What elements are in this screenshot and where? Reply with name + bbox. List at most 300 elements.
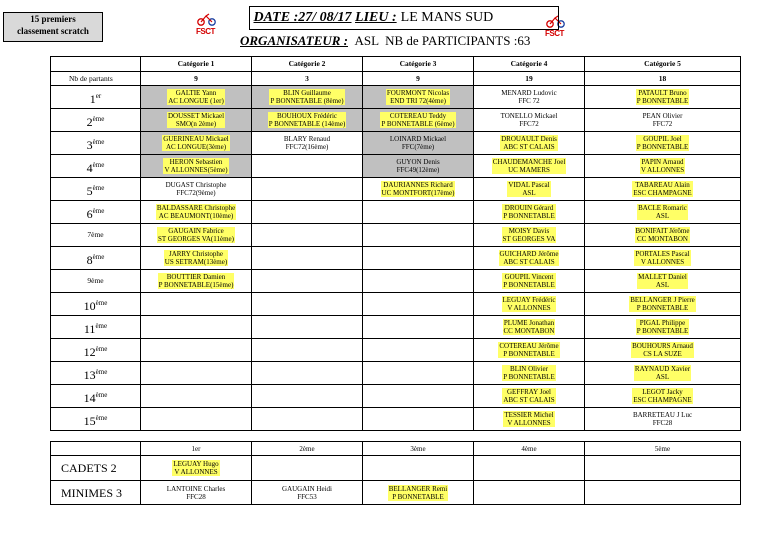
rank-suffix: ème <box>95 413 108 422</box>
rider-entry <box>252 485 362 501</box>
rank-label <box>51 132 141 155</box>
category-header-row <box>51 57 741 72</box>
rider-name: BELLANGER Remi <box>388 484 448 493</box>
place-header: 2ème <box>252 442 363 456</box>
result-cell <box>585 408 741 431</box>
rider-club: P BONNETABLE <box>636 143 689 151</box>
jeune-result-cell <box>585 456 741 481</box>
rider-club: P BONNETABLE <box>636 304 689 312</box>
rider-entry <box>640 158 685 174</box>
result-cell <box>141 247 252 270</box>
rider-entry <box>172 460 219 476</box>
jeune-result-cell <box>252 456 363 481</box>
result-cell <box>363 293 474 316</box>
jeune-result-cell <box>363 481 474 505</box>
rider-club: AC BEAUMONT(10ème) <box>158 212 234 220</box>
partants-count: 9 <box>141 72 252 86</box>
partants-count: 3 <box>252 72 363 86</box>
rider-entry <box>386 89 450 105</box>
category-header: Catégorie 1 <box>141 57 252 72</box>
rank-row <box>51 316 741 339</box>
cadets-label: CADETS 2 <box>51 456 141 481</box>
result-cell <box>363 155 474 178</box>
rank-number: 15 <box>83 413 96 428</box>
result-cell <box>252 339 363 362</box>
result-cell <box>252 86 363 109</box>
rider-name: LANTOINE Charles <box>166 484 226 493</box>
rider-entry <box>585 112 740 128</box>
result-cell <box>141 385 252 408</box>
rank-suffix: ème <box>95 298 108 307</box>
jeunes-header-row <box>51 442 741 456</box>
rider-entry <box>157 227 235 243</box>
result-cell <box>585 293 741 316</box>
place-header: 1er <box>141 442 252 456</box>
rider-entry <box>141 485 251 501</box>
rider-club: AC LONGUE (1er) <box>168 97 224 105</box>
rider-entry <box>502 227 557 243</box>
rank-suffix: er <box>95 91 102 100</box>
rider-club: ASL <box>655 281 670 289</box>
rider-club: FFC(7ème) <box>401 143 435 151</box>
top-box-line-1: 15 premiers <box>30 14 76 24</box>
rider-entry <box>252 135 362 151</box>
rider-entry <box>502 204 556 220</box>
rank-label <box>51 293 141 316</box>
result-cell <box>585 201 741 224</box>
rank-label <box>51 201 141 224</box>
rank-number: 14 <box>83 390 96 405</box>
category-header: Catégorie 5 <box>585 57 741 72</box>
result-cell <box>474 408 585 431</box>
rider-name: GOUPIL Joel <box>643 135 682 143</box>
minimes-label: MINIMES 3 <box>51 481 141 505</box>
rider-name: JARRY Christophe <box>168 250 223 258</box>
rider-club: P BONNETABLE (8ème) <box>270 97 344 105</box>
rider-name: MOISY Davis <box>508 227 550 235</box>
rank-suffix: ème <box>95 321 108 330</box>
date-label: DATE : <box>253 10 299 25</box>
rank-label <box>51 86 141 109</box>
jeune-result-cell <box>252 481 363 505</box>
rider-name: LEGOT Jacky <box>642 388 683 396</box>
partants-count: 9 <box>363 72 474 86</box>
rider-entry <box>381 181 456 197</box>
rank-number: 2 <box>86 114 93 129</box>
result-cell <box>363 109 474 132</box>
rider-name: LOINARD Mickael <box>389 135 447 143</box>
rank-label <box>51 339 141 362</box>
result-cell <box>474 339 585 362</box>
rider-name: PATAULT Bruno <box>638 89 687 97</box>
rank-row <box>51 385 741 408</box>
result-cell <box>474 385 585 408</box>
result-cell <box>363 270 474 293</box>
rider-club: P BONNETABLE <box>503 373 555 381</box>
minimes-row <box>51 481 741 505</box>
rider-name: GUYON Denis <box>396 158 440 166</box>
rider-club: P BONNETABLE(15ème) <box>158 281 234 289</box>
lieu-value: LE MANS SUD <box>400 10 494 25</box>
result-cell <box>252 385 363 408</box>
result-cell <box>363 86 474 109</box>
corner-cell <box>51 442 141 456</box>
result-cell <box>363 132 474 155</box>
rank-row <box>51 178 741 201</box>
rider-entry <box>163 158 228 174</box>
rider-club: P BONNETABLE <box>503 281 555 289</box>
result-cell <box>141 316 252 339</box>
rider-club: US SETRAM(13ème) <box>164 258 228 266</box>
rider-entry <box>632 181 692 197</box>
rank-row <box>51 247 741 270</box>
rider-club: V ALLONNES <box>640 166 685 174</box>
rank-row <box>51 201 741 224</box>
category-header: Catégorie 2 <box>252 57 363 72</box>
rider-club: P BONNETABLE <box>392 492 444 501</box>
jeune-result-cell <box>474 456 585 481</box>
rank-label <box>51 316 141 339</box>
rank-number: 13 <box>83 367 96 382</box>
rank-row <box>51 224 741 247</box>
jeune-result-cell <box>141 456 252 481</box>
place-header: 5ème <box>585 442 741 456</box>
rider-entry <box>156 204 236 220</box>
rider-name: PLUME Jonathan <box>503 319 555 327</box>
rider-entry <box>637 204 688 220</box>
rider-club: SMO(n 2ème) <box>175 120 217 128</box>
result-cell <box>474 247 585 270</box>
partants-count: 18 <box>585 72 741 86</box>
rider-name: VIDAL Pascal <box>508 181 550 189</box>
rank-suffix: ème <box>92 183 105 192</box>
rank-row <box>51 362 741 385</box>
rider-name: PEAN Olivier <box>642 112 683 120</box>
rider-club: V ALLONNES <box>640 258 685 266</box>
rider-entry <box>636 319 690 335</box>
rider-entry <box>164 250 228 266</box>
jeunes-table <box>50 441 741 505</box>
organisateur-line <box>240 32 530 50</box>
rider-entry <box>634 365 691 381</box>
result-cell <box>363 408 474 431</box>
result-cell <box>141 155 252 178</box>
rider-name: BLARY Renaud <box>283 135 331 143</box>
rank-row <box>51 109 741 132</box>
rider-entry <box>363 135 473 151</box>
result-cell <box>585 109 741 132</box>
result-cell <box>474 132 585 155</box>
rank-label <box>51 224 141 247</box>
category-header: Catégorie 4 <box>474 57 585 72</box>
rider-name: BOUTTIER Damien <box>166 273 226 281</box>
rider-club: FFC72 <box>519 120 539 128</box>
rider-club: UC MONTFORT(17ème) <box>381 189 455 197</box>
rank-number: 12 <box>83 344 96 359</box>
rank-row <box>51 339 741 362</box>
rider-name: GUERINEAU Mickael <box>163 135 229 143</box>
org-value: ASL <box>354 33 379 48</box>
rider-club: ESC CHAMPAGNE <box>633 396 692 404</box>
rider-club: FFC72 <box>652 120 673 128</box>
rider-entry <box>636 135 690 151</box>
rider-club: FFC 72 <box>518 97 540 105</box>
rider-name: LEGUAY Hugo <box>173 460 219 468</box>
result-cell <box>585 270 741 293</box>
rider-entry <box>269 89 344 105</box>
rider-entry <box>637 273 688 289</box>
rider-entry <box>492 158 567 174</box>
result-cell <box>363 339 474 362</box>
result-cell <box>585 224 741 247</box>
result-cell <box>252 316 363 339</box>
result-cell <box>252 224 363 247</box>
rank-suffix: ème <box>92 206 105 215</box>
rank-suffix: ème <box>92 114 105 123</box>
rider-entry <box>585 411 740 427</box>
rider-name: PORTALES Pascal <box>635 250 690 258</box>
rider-entry <box>498 342 559 358</box>
category-header: Catégorie 3 <box>363 57 474 72</box>
rider-club: CS LA SUZE <box>643 350 682 358</box>
rank-label <box>51 178 141 201</box>
rider-entry <box>167 112 225 128</box>
rider-name: BOUHOURS Arnaud <box>632 342 693 350</box>
result-cell <box>363 178 474 201</box>
rank-suffix: ème <box>95 344 108 353</box>
rank-label <box>51 270 141 293</box>
rider-club: ST GEORGES VA <box>502 235 556 243</box>
rider-club: P BONNETABLE <box>636 327 689 335</box>
rider-entry <box>629 296 696 312</box>
result-cell <box>252 362 363 385</box>
result-cell <box>585 385 741 408</box>
rank-number: 9ème <box>87 276 104 285</box>
result-cell <box>141 339 252 362</box>
rank-number: 8 <box>86 252 93 267</box>
rank-row <box>51 293 741 316</box>
rider-name: BELLANGER J Pierre <box>630 296 695 304</box>
rider-club: FFC28 <box>652 419 673 427</box>
rider-club: FFC72(9ème) <box>176 189 216 197</box>
rider-entry <box>380 112 455 128</box>
rank-number: 4 <box>86 160 93 175</box>
rider-club: ESC CHAMPAGNE <box>633 189 692 197</box>
rider-name: MENARD Ludovic <box>501 89 557 97</box>
result-cell <box>252 201 363 224</box>
rider-club: ST GEORGES VA(11ème) <box>158 235 234 243</box>
rank-label <box>51 362 141 385</box>
top-box-line-2: classement scratch <box>17 26 89 36</box>
result-cell <box>585 86 741 109</box>
rank-number: 6 <box>86 206 93 221</box>
rider-entry <box>634 250 690 266</box>
rank-number: 3 <box>86 137 93 152</box>
date-lieu-box <box>249 6 559 30</box>
result-cell <box>141 362 252 385</box>
rider-entry <box>500 135 558 151</box>
result-cell <box>363 385 474 408</box>
rider-club: FFC49(12ème) <box>396 166 440 174</box>
result-cell <box>363 201 474 224</box>
fsct-logo-left <box>196 12 218 36</box>
nb-label: NB de PARTICIPANTS : <box>385 33 518 48</box>
result-cell <box>141 293 252 316</box>
rider-name: DROUIN Gérard <box>504 204 554 212</box>
rider-club: UC MAMERS <box>508 166 550 174</box>
lieu-label: LIEU : <box>355 10 397 25</box>
rank-number: 1 <box>89 91 96 106</box>
rider-entry <box>141 181 251 197</box>
logo-text: FSCT <box>196 27 215 36</box>
rider-name: GAUGAIN Fabrice <box>168 227 224 235</box>
rider-club: END TRI 72(4ème) <box>390 97 446 105</box>
rank-row <box>51 132 741 155</box>
result-cell <box>585 132 741 155</box>
result-cell <box>141 86 252 109</box>
rider-name: GOUPIL Vincent <box>504 273 554 281</box>
rider-name: LEGUAY Frédéric <box>502 296 556 304</box>
result-cell <box>474 224 585 247</box>
rider-entry <box>636 89 690 105</box>
rider-club: P BONNETABLE <box>636 97 689 105</box>
rider-club: ABC ST CALAIS <box>503 396 555 404</box>
rider-club: FFC72(16ème) <box>285 143 329 151</box>
result-cell <box>474 270 585 293</box>
rider-club: V ALLONNES(5ème) <box>164 166 228 174</box>
rank-label <box>51 109 141 132</box>
rank-suffix: ème <box>92 252 105 261</box>
rider-name: DOUSSET Mickael <box>167 112 225 120</box>
result-cell <box>474 178 585 201</box>
rider-name: TABAREAU Alain <box>635 181 690 189</box>
rank-suffix: ème <box>92 137 105 146</box>
rider-club: ABC ST CALAIS <box>503 258 555 266</box>
rider-club: CC MONTABON <box>637 235 688 243</box>
rider-entry <box>631 342 694 358</box>
result-cell <box>141 224 252 247</box>
rider-name: BACLE Romaric <box>638 204 687 212</box>
rider-club: FFC28 <box>186 492 206 501</box>
place-header: 3ème <box>363 442 474 456</box>
rank-row <box>51 86 741 109</box>
jeune-result-cell <box>474 481 585 505</box>
result-cell <box>585 155 741 178</box>
result-cell <box>252 270 363 293</box>
result-cell <box>474 155 585 178</box>
result-cell <box>141 408 252 431</box>
rider-entry <box>499 250 560 266</box>
rider-entry <box>474 112 584 128</box>
rider-entry <box>503 319 556 335</box>
result-cell <box>141 132 252 155</box>
rider-club: P BONNETABLE (6ème) <box>381 120 455 128</box>
rider-name: COTEREAU Teddy <box>389 112 447 120</box>
rank-suffix: ème <box>95 367 108 376</box>
rider-entry <box>502 296 557 312</box>
rank-row <box>51 155 741 178</box>
result-cell <box>141 270 252 293</box>
result-cell <box>585 178 741 201</box>
cyclist-icon <box>196 12 218 26</box>
result-cell <box>252 293 363 316</box>
rider-club: FFC53 <box>297 492 317 501</box>
date-value: 27/ 08/17 <box>298 10 352 25</box>
rider-club: ABC ST CALAIS <box>503 143 555 151</box>
rider-club: P BONNETABLE (14ème) <box>268 120 346 128</box>
result-cell <box>363 247 474 270</box>
rank-label <box>51 385 141 408</box>
result-cell <box>474 316 585 339</box>
rank-suffix: ème <box>95 390 108 399</box>
rank-label <box>51 155 141 178</box>
results-table <box>50 56 741 431</box>
rider-name: CHAUDEMANCHE Joel <box>492 158 566 166</box>
rider-club: P BONNETABLE <box>503 350 555 358</box>
result-cell <box>252 408 363 431</box>
logo-text: FSCT <box>545 29 564 38</box>
rider-name: COTEREAU Jérôme <box>499 342 559 350</box>
rider-name: GAUGAIN Heidi <box>282 484 332 493</box>
result-cell <box>252 155 363 178</box>
rider-name: BLIN Olivier <box>510 365 548 373</box>
top-scratch-box <box>3 12 103 42</box>
rider-club: V ALLONNES <box>507 419 551 427</box>
rider-name: DAURIANNES Richard <box>383 181 453 189</box>
rider-name: BALDASSARE Christophe <box>156 204 236 212</box>
rider-name: BARRETEAU J Luc <box>632 411 693 419</box>
rider-entry <box>474 89 584 105</box>
rider-entry <box>632 388 692 404</box>
rider-entry <box>507 181 550 197</box>
rank-number: 11 <box>83 321 96 336</box>
partants-label: Nb de partants <box>51 72 141 86</box>
result-cell <box>363 316 474 339</box>
rider-name: MALLET Daniel <box>638 273 687 281</box>
rider-name: GEFFRAY Joel <box>506 388 552 396</box>
result-cell <box>474 362 585 385</box>
result-cell <box>474 109 585 132</box>
result-cell <box>252 178 363 201</box>
rider-name: GALTIE Yann <box>175 89 217 97</box>
result-cell <box>585 316 741 339</box>
rider-entry <box>388 485 449 501</box>
rider-club: V ALLONNES <box>174 468 218 476</box>
result-cell <box>252 109 363 132</box>
partants-count: 19 <box>474 72 585 86</box>
rider-entry <box>502 388 555 404</box>
rank-row <box>51 408 741 431</box>
result-cell <box>474 86 585 109</box>
rider-entry <box>268 112 347 128</box>
rider-entry <box>502 273 556 289</box>
rider-club: CC MONTABON <box>503 327 555 335</box>
rider-name: HERON Sebastien <box>169 158 223 166</box>
rider-club: ASL <box>655 373 670 381</box>
jeune-result-cell <box>141 481 252 505</box>
result-cell <box>252 132 363 155</box>
rider-name: BOUHOUX Frédéric <box>276 112 338 120</box>
result-cell <box>141 201 252 224</box>
result-cell <box>363 362 474 385</box>
rider-name: PAPIN Arnaud <box>641 158 684 166</box>
rank-label <box>51 408 141 431</box>
rider-club: P BONNETABLE <box>503 212 555 220</box>
rank-number: 10 <box>83 298 96 313</box>
result-cell <box>363 224 474 247</box>
rider-name: PIGAL Philippe <box>639 319 686 327</box>
rider-entry <box>363 158 473 174</box>
